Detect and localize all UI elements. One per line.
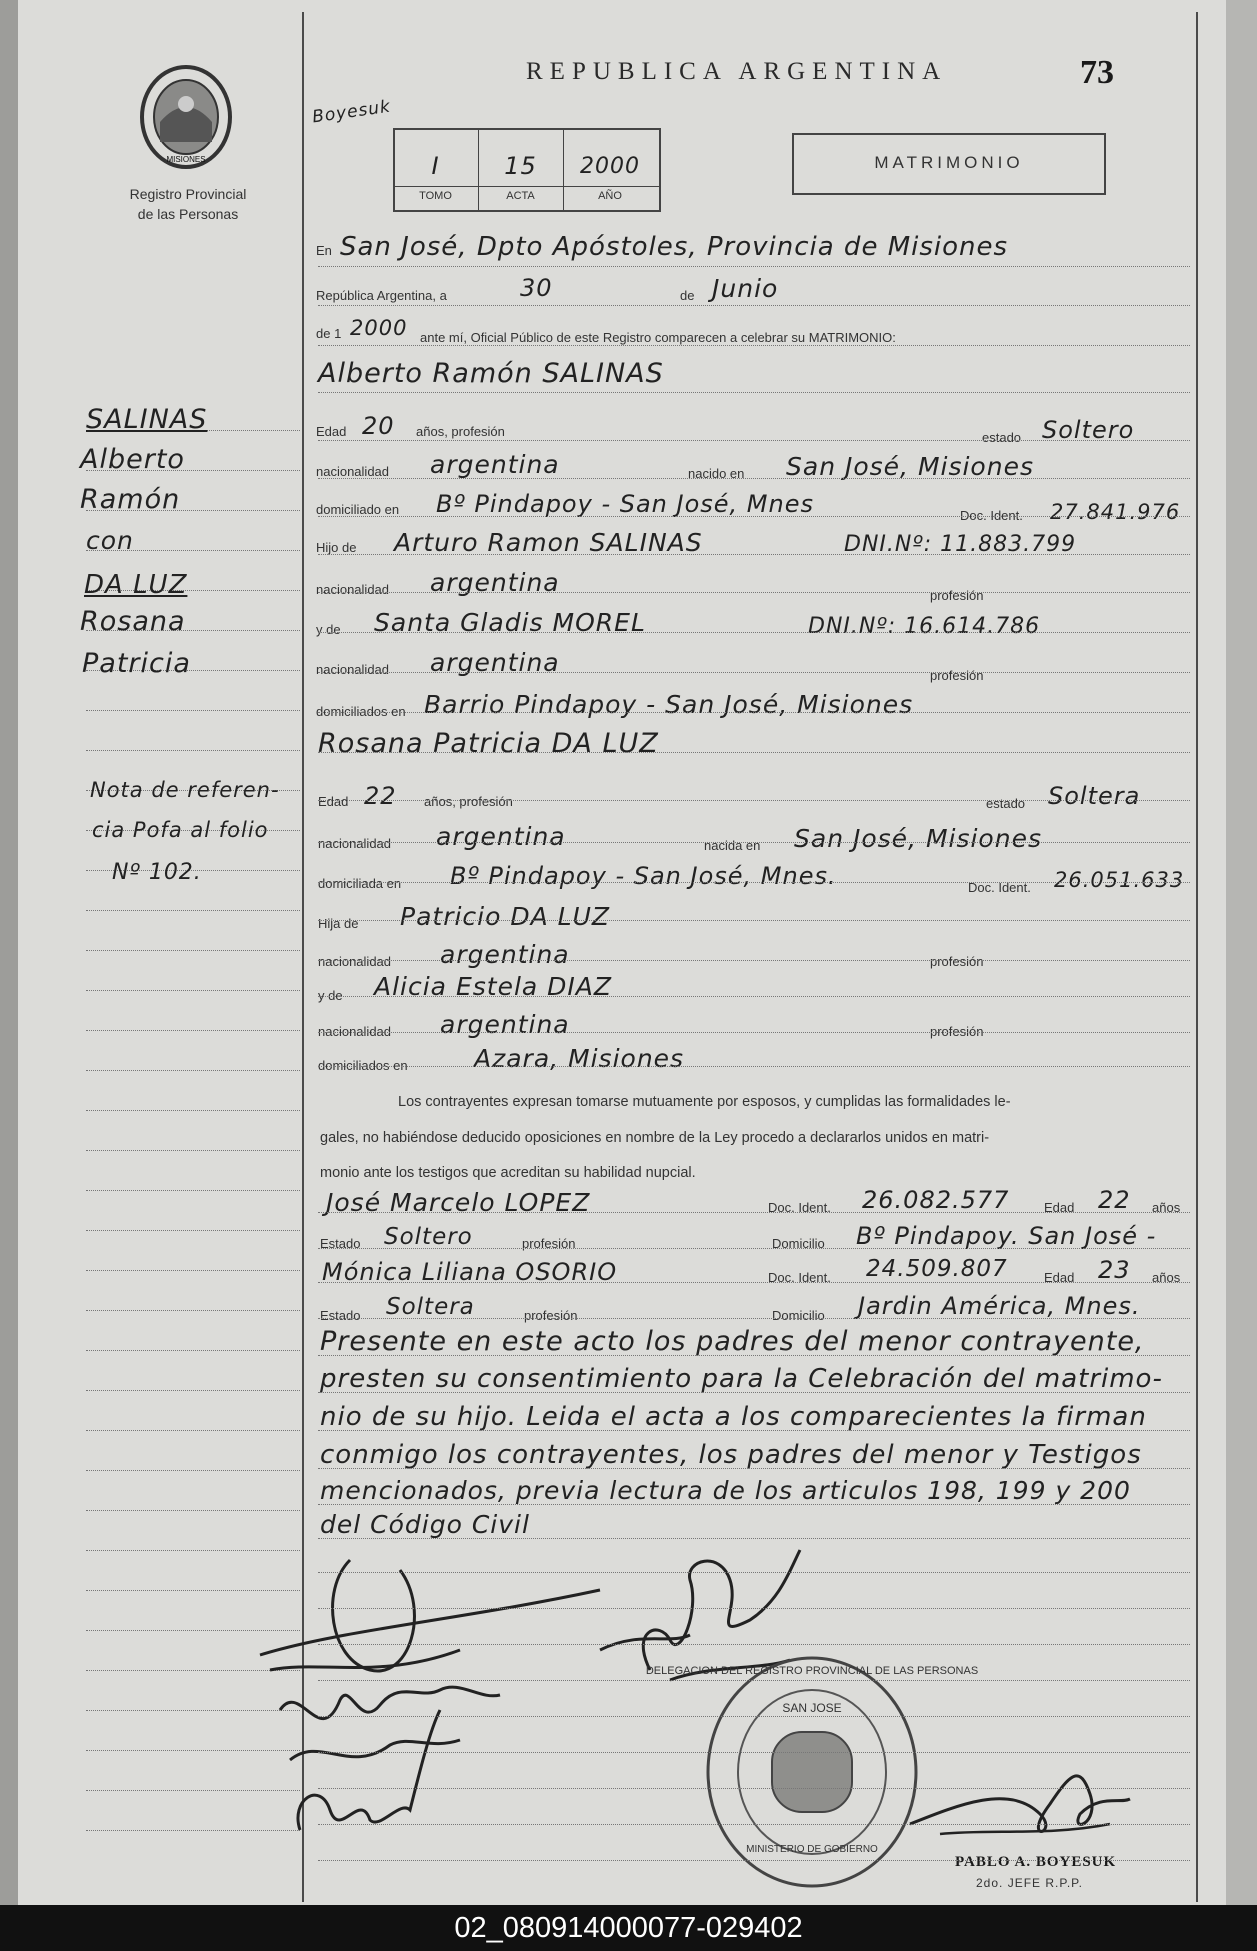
margin-rule-line <box>86 1390 300 1391</box>
bride-birthplace: San José, Misiones <box>794 824 1042 853</box>
official-title: 2do. JEFE R.P.P. <box>976 1876 1083 1890</box>
groom-parents-dom: Barrio Pindapoy - San José, Misiones <box>424 690 914 719</box>
witness2-estado-label: Estado <box>320 1308 361 1323</box>
signatures-left-icon <box>260 1530 620 1870</box>
right-rule <box>1196 12 1198 1902</box>
witness1-dom-label: Domicilio <box>772 1236 825 1251</box>
bride-domicilio: Bº Pindapoy - San José, Mnes. <box>450 862 837 890</box>
form-rule-line <box>318 592 1190 593</box>
groom-nacionalidad: argentina <box>430 450 560 479</box>
margin-note-3: Nº 102. <box>112 860 202 885</box>
bride-doc: 26.051.633 <box>1054 868 1185 892</box>
form-rule-line <box>318 752 1190 753</box>
image-id-bar: 02_080914000077-029402 <box>0 1905 1257 1951</box>
margin-name2: Ramón <box>80 484 181 515</box>
margin-rule-line <box>86 1270 300 1271</box>
witness2-age: 23 <box>1098 1256 1131 1284</box>
bride-nacida-label: nacida en <box>704 838 761 853</box>
place: San José, Dpto Apóstoles, Provincia de Misiones <box>340 232 1009 262</box>
bride-nac-label: nacionalidad <box>318 836 392 851</box>
groom-mother-nac: argentina <box>430 648 560 677</box>
note-line-4: conmigo los contrayentes, los padres del menor y Testigos <box>320 1440 1142 1470</box>
groom-mother: Santa Gladis MOREL <box>374 608 646 637</box>
bride-edad-label: Edad <box>318 794 349 809</box>
bride-doc-label: Doc. Ident. <box>968 880 1031 895</box>
note-line-3: nio de su hijo. Leida el acta a los comparecientes la firman <box>320 1402 1147 1432</box>
margin-con: con <box>86 526 134 555</box>
margin-rule-line <box>86 1510 300 1511</box>
witness2-prof-label: profesión <box>524 1308 578 1323</box>
form-rule-line <box>318 1318 1190 1319</box>
svg-text:SAN JOSE: SAN JOSE <box>782 1701 842 1715</box>
form-rule-line <box>318 800 1190 801</box>
bride-father: Patricio DA LUZ <box>400 902 611 931</box>
bride-parents-dom: Azara, Misiones <box>474 1044 685 1073</box>
svg-text:DELEGACION DEL REGISTRO PROVIN: DELEGACION DEL REGISTRO PROVINCIAL DE LAS PERSONAS <box>645 1665 979 1677</box>
bride-nacionalidad: argentina <box>436 822 566 851</box>
witness1-age: 22 <box>1098 1186 1131 1214</box>
witness2-doc-label: Doc. Ident. <box>768 1270 831 1285</box>
witness1-name: José Marcelo LOPEZ <box>326 1188 591 1217</box>
bride-mother: Alicia Estela DIAZ <box>374 972 613 1001</box>
groom-parents-dom-label: domiciliados en <box>316 704 406 719</box>
en-label: En <box>316 243 332 258</box>
svg-text:MISIONES: MISIONES <box>166 155 206 164</box>
witness2-domicilio: Jardin América, Mnes. <box>858 1292 1141 1320</box>
form-rule-line <box>318 1504 1190 1505</box>
groom-yde-label: y de <box>316 622 341 637</box>
intro-text: ante mí, Oficial Público de este Registro comparecen a celebrar su MATRIMONIO: <box>420 330 896 345</box>
bride-dom-label: domiciliada en <box>318 876 402 891</box>
form-rule-line <box>318 1572 1190 1573</box>
margin-rule-line <box>86 1190 300 1191</box>
margin-rule-line <box>86 910 300 911</box>
form-rule-line <box>318 1468 1190 1469</box>
witness2-name: Mónica Liliana OSORIO <box>322 1258 618 1286</box>
official-signature-icon <box>900 1744 1140 1854</box>
witness1-estado: Soltero <box>384 1224 473 1250</box>
registry-line1: Registro Provincial <box>129 186 247 202</box>
witness2-dom-label: Domicilio <box>772 1308 825 1323</box>
svg-text:MINISTERIO DE GOBIERNO: MINISTERIO DE GOBIERNO <box>746 1844 878 1855</box>
margin-rule-line <box>86 710 300 711</box>
year: 2000 <box>350 316 408 340</box>
groom-nac-label: nacionalidad <box>316 464 390 479</box>
official-name: PABLO A. BOYESUK <box>955 1854 1117 1870</box>
margin-rule-line <box>86 1030 300 1031</box>
form-rule-line <box>318 266 1190 267</box>
republica-label: República Argentina, a <box>316 288 447 303</box>
margin-rule-line <box>86 1070 300 1071</box>
groom-domicilio: Bº Pindapoy - San José, Mnes <box>436 490 814 518</box>
page-number: 73 <box>1080 54 1114 91</box>
witness1-anos-label: años <box>1152 1200 1181 1215</box>
bride-mother-nac-label: nacionalidad <box>318 1024 392 1039</box>
groom-dom-label: domiciliado en <box>316 502 400 517</box>
form-rule-line <box>318 392 1190 393</box>
groom-father: Arturo Ramon SALINAS <box>394 528 703 557</box>
form-rule-line <box>318 1430 1190 1431</box>
form-rule-line <box>318 1282 1190 1283</box>
handwritten-annotation: Boyesuk <box>310 96 393 128</box>
margin-rule-line <box>86 1110 300 1111</box>
groom-father-prof-label: profesión <box>930 588 984 603</box>
ano-value: 2000 <box>580 154 640 179</box>
margin-rule-line <box>86 1430 300 1431</box>
groom-estado-label: estado <box>982 430 1022 445</box>
tomo-value: I <box>431 152 440 180</box>
form-rule-line <box>318 1212 1190 1213</box>
note-line-2: presten su consentimiento para la Celebración del matrimo- <box>320 1364 1163 1394</box>
bride-name: Rosana Patricia DA LUZ <box>318 728 659 759</box>
witness1-domicilio: Bº Pindapoy. San José - <box>856 1222 1157 1250</box>
form-rule-line <box>318 1355 1190 1356</box>
act-type: MATRIMONIO <box>874 153 1024 172</box>
witness1-doc-label: Doc. Ident. <box>768 1200 831 1215</box>
legal-line-3: monio ante los testigos que acreditan su habilidad nupcial. <box>320 1165 696 1181</box>
form-rule-line <box>318 1716 1190 1717</box>
bride-estado: Soltera <box>1048 782 1141 810</box>
form-rule-line <box>318 632 1190 633</box>
province-seal-icon <box>138 62 234 172</box>
margin-rule-line <box>86 1150 300 1151</box>
margin-note-2: cia Pofa al folio <box>92 818 269 842</box>
groom-prof-label: años, profesión <box>416 424 505 439</box>
margin-bride-name1: Rosana <box>80 606 186 637</box>
registry-stamp-icon <box>645 1652 979 1892</box>
margin-rule-line <box>86 1230 300 1231</box>
form-rule-line <box>318 1680 1190 1681</box>
month: Junio <box>712 274 779 303</box>
groom-mother-prof-label: profesión <box>930 668 984 683</box>
margin-bride-surname: DA LUZ <box>84 570 188 600</box>
groom-edad-label: Edad <box>316 424 347 439</box>
groom-father-nac-label: nacionalidad <box>316 582 390 597</box>
form-rule-line <box>318 305 1190 306</box>
bride-father-nac-label: nacionalidad <box>318 954 392 969</box>
form-rule-line <box>318 1824 1190 1825</box>
margin-rule-line <box>86 1350 300 1351</box>
binding-shadow <box>0 0 18 1905</box>
groom-father-dni: DNI.Nº: 11.883.799 <box>844 532 1077 557</box>
witness2-doc: 24.509.807 <box>866 1256 1008 1282</box>
groom-nacido-label: nacido en <box>688 466 745 481</box>
form-rule-line <box>318 882 1190 883</box>
groom-mother-dni: DNI.Nº: 16.614.786 <box>808 614 1041 639</box>
form-rule-line <box>318 1788 1190 1789</box>
page-edge <box>1226 0 1257 1905</box>
note-line-6: del Código Civil <box>320 1510 530 1539</box>
note-line-1: Presente en este acto los padres del menor contrayente, <box>320 1326 1145 1357</box>
form-rule-line <box>318 554 1190 555</box>
bride-hija-label: Hija de <box>318 916 359 931</box>
bride-parents-dom-label: domiciliados en <box>318 1058 408 1073</box>
form-rule-line <box>318 842 1190 843</box>
groom-name: Alberto Ramón SALINAS <box>318 358 664 389</box>
margin-name1: Alberto <box>80 444 185 475</box>
bride-yde-label: y de <box>318 988 343 1003</box>
witness2-edad-label: Edad <box>1044 1270 1075 1285</box>
day: 30 <box>520 274 553 302</box>
margin-note-1: Nota de referen- <box>90 778 280 802</box>
groom-father-nac: argentina <box>430 568 560 597</box>
form-rule-line <box>318 712 1190 713</box>
bride-estado-label: estado <box>986 796 1026 811</box>
margin-rule-line <box>86 950 300 951</box>
form-rule-line <box>318 1032 1190 1033</box>
acta-value: 15 <box>504 152 537 180</box>
acta-label: ACTA <box>506 190 535 202</box>
legal-line-1: Los contrayentes expresan tomarse mutuamente por esposos, y cumplidas las formalidades le- <box>398 1094 1011 1110</box>
legal-line-2: gales, no habiéndose deducido oposiciones en nombre de la Ley procedo a declararlos unidos en matri- <box>320 1130 990 1146</box>
form-rule-line <box>318 672 1190 673</box>
groom-doc: 27.841.976 <box>1050 500 1181 524</box>
country-title: REPUBLICA ARGENTINA <box>526 58 948 85</box>
form-rule-line <box>318 1248 1190 1249</box>
margin-bride-name2: Patricia <box>82 648 191 679</box>
tomo-label: TOMO <box>419 190 452 202</box>
form-rule-line <box>318 1538 1190 1539</box>
form-rule-line <box>318 345 1190 346</box>
form-rule-line <box>318 516 1190 517</box>
witness1-edad-label: Edad <box>1044 1200 1075 1215</box>
margin-rule-line <box>86 1310 300 1311</box>
witness2-estado: Soltera <box>386 1294 475 1320</box>
groom-mother-nac-label: nacionalidad <box>316 662 390 677</box>
form-rule-line <box>318 440 1190 441</box>
bride-mother-prof-label: profesión <box>930 1024 984 1039</box>
margin-surname: SALINAS <box>86 404 208 435</box>
groom-estado: Soltero <box>1042 416 1135 444</box>
bride-father-prof-label: profesión <box>930 954 984 969</box>
form-rule-line <box>318 1608 1190 1609</box>
witness1-estado-label: Estado <box>320 1236 361 1251</box>
witness2-anos-label: años <box>1152 1270 1181 1285</box>
form-rule-line <box>318 920 1190 921</box>
form-rule-line <box>318 1644 1190 1645</box>
witness1-doc: 26.082.577 <box>862 1186 1010 1214</box>
de1-label: de 1 <box>316 326 342 341</box>
registry-line2: de las Personas <box>137 206 239 222</box>
groom-birthplace: San José, Misiones <box>786 452 1034 481</box>
margin-rule-line <box>86 1470 300 1471</box>
ano-label: AÑO <box>598 190 622 202</box>
groom-hijo-label: Hijo de <box>316 540 357 555</box>
groom-doc-label: Doc. Ident. <box>960 508 1023 523</box>
margin-rule-line <box>86 990 300 991</box>
form-rule-line <box>318 1066 1190 1067</box>
form-rule-line <box>318 996 1190 997</box>
note-line-5: mencionados, previa lectura de los articulos 198, 199 y 200 <box>320 1476 1131 1505</box>
form-rule-line <box>318 478 1190 479</box>
form-rule-line <box>318 1860 1190 1861</box>
bride-prof-label: años, profesión <box>424 794 513 809</box>
witness1-prof-label: profesión <box>522 1236 576 1251</box>
groom-age: 20 <box>362 412 395 440</box>
bride-age: 22 <box>364 782 397 810</box>
margin-rule-line <box>86 750 300 751</box>
de-label: de <box>680 288 695 303</box>
form-rule-line <box>318 960 1190 961</box>
form-rule-line <box>318 1752 1190 1753</box>
bride-mother-nac: argentina <box>440 1010 570 1039</box>
bride-father-nac: argentina <box>440 940 570 969</box>
form-rule-line <box>318 1392 1190 1393</box>
